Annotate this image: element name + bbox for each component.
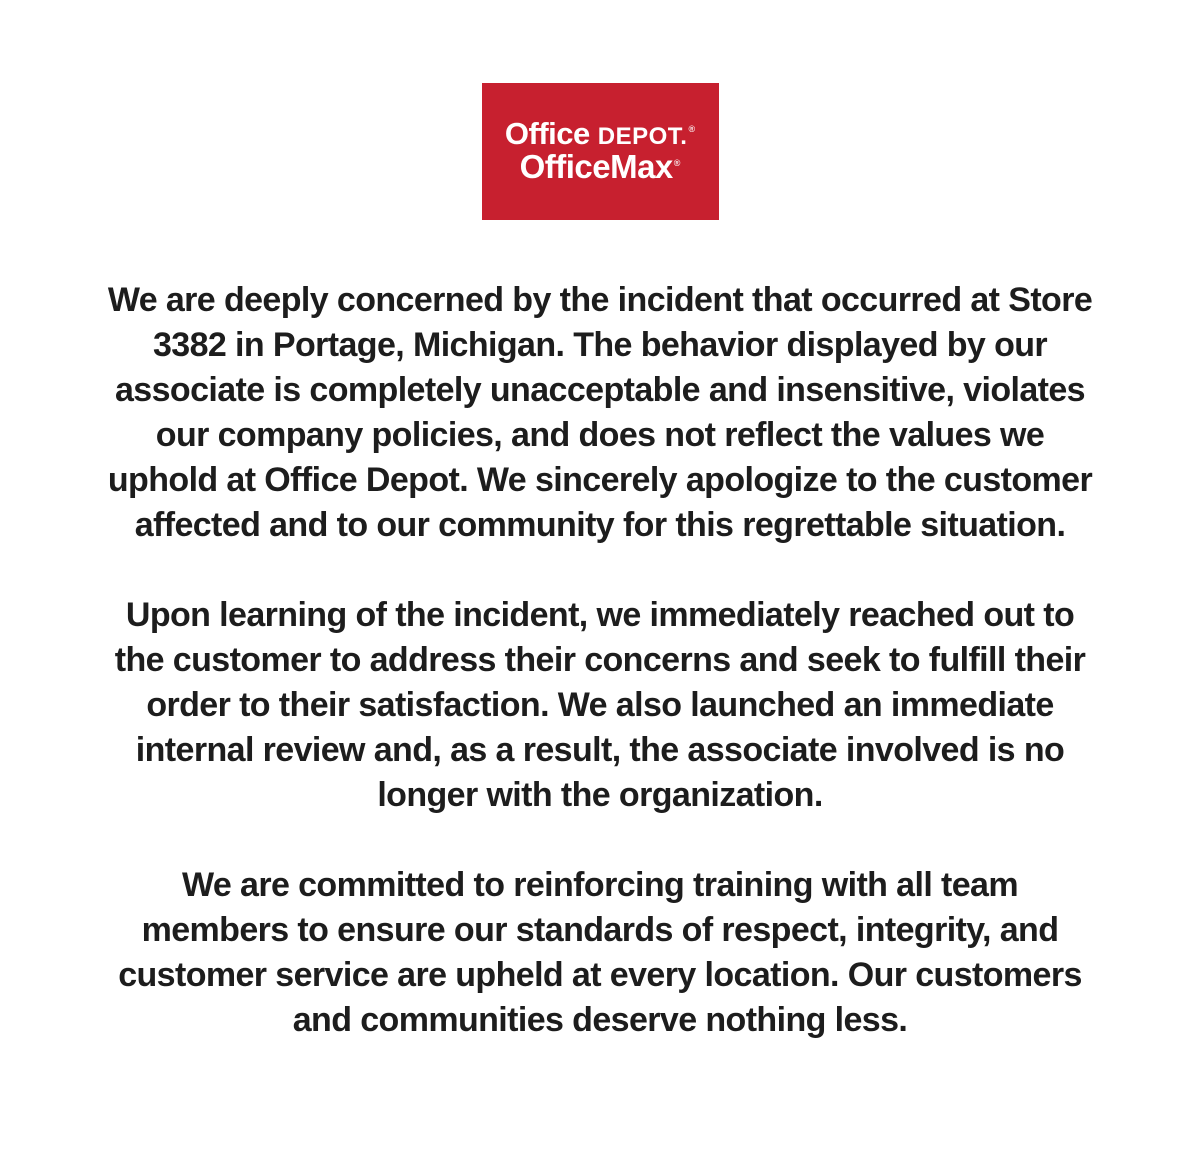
- statement-paragraph-2: Upon learning of the incident, we immediately reached out to the customer to address their concerns and seek to fulfill their order to their satisfaction. We also launched an immediate internal review and, as a result, the associate involved is no longer with the organization.: [114, 596, 1086, 814]
- registered-trademark-icon: ®: [673, 158, 681, 169]
- logo-office-text: Office: [504, 115, 590, 151]
- logo-officemax-text: OfficeMax: [519, 148, 673, 186]
- logo-bottom-line: [520, 150, 681, 185]
- logo-depot-text: DEPOT.: [597, 122, 688, 150]
- statement-paragraph-3: We are committed to reinforcing training with all team members to ensure our standards of respect, integrity, and customer service are upheld at every location. Our customers and communities deserve nothing less.: [118, 866, 1082, 1039]
- logo-top-line: [504, 115, 696, 151]
- office-depot-officemax-logo: [482, 83, 719, 220]
- registered-trademark-icon: ®: [688, 123, 696, 134]
- statement-paragraph-1: We are deeply concerned by the incident that occurred at Store 3382 in Portage, Michigan. The behavior displayed by our associate is completely unacceptable and insensitive, violates our company policies, and does not reflect the values we uphold at Office Depot. We sincerely apologize to the customer affected and to our community for this regrettable situation.: [107, 281, 1093, 544]
- statement-body: [108, 278, 1093, 1043]
